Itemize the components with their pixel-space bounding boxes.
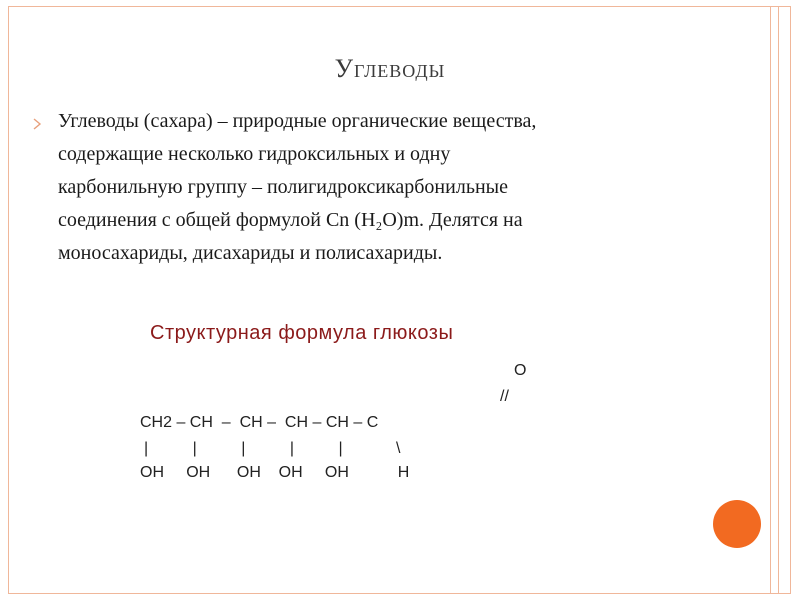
body-line: моносахариды, дисахариды и полисахариды. [58, 242, 443, 264]
accent-circle [713, 500, 761, 548]
formula-groups: OH OH OH OH OH H [140, 464, 410, 481]
body-line: Углеводы (сахара) – природные органические вещества, [58, 110, 537, 132]
body-text [58, 105, 738, 270]
bullet-icon [32, 118, 42, 130]
body-line: содержащие несколько гидроксильных и одну [58, 143, 451, 165]
body-line: соединения с общей формулой Cn (H₂O)m. Делятся на [58, 209, 523, 231]
formula-bonds: | | | | | \ [144, 440, 401, 457]
slide-frame [8, 6, 791, 594]
body-line: карбонильную группу – полигидроксикарбонильные [58, 176, 508, 198]
formula-heading: Структурная формула глюкозы [150, 322, 454, 344]
formula-double-bond: // [500, 388, 509, 405]
formula-oxygen: O [514, 362, 527, 379]
frame-line [770, 6, 771, 594]
frame-line [778, 6, 779, 594]
formula-chain: CH2 – CH – CH – CH – CH – C [140, 414, 379, 431]
slide-title: Углеводы [334, 54, 446, 83]
